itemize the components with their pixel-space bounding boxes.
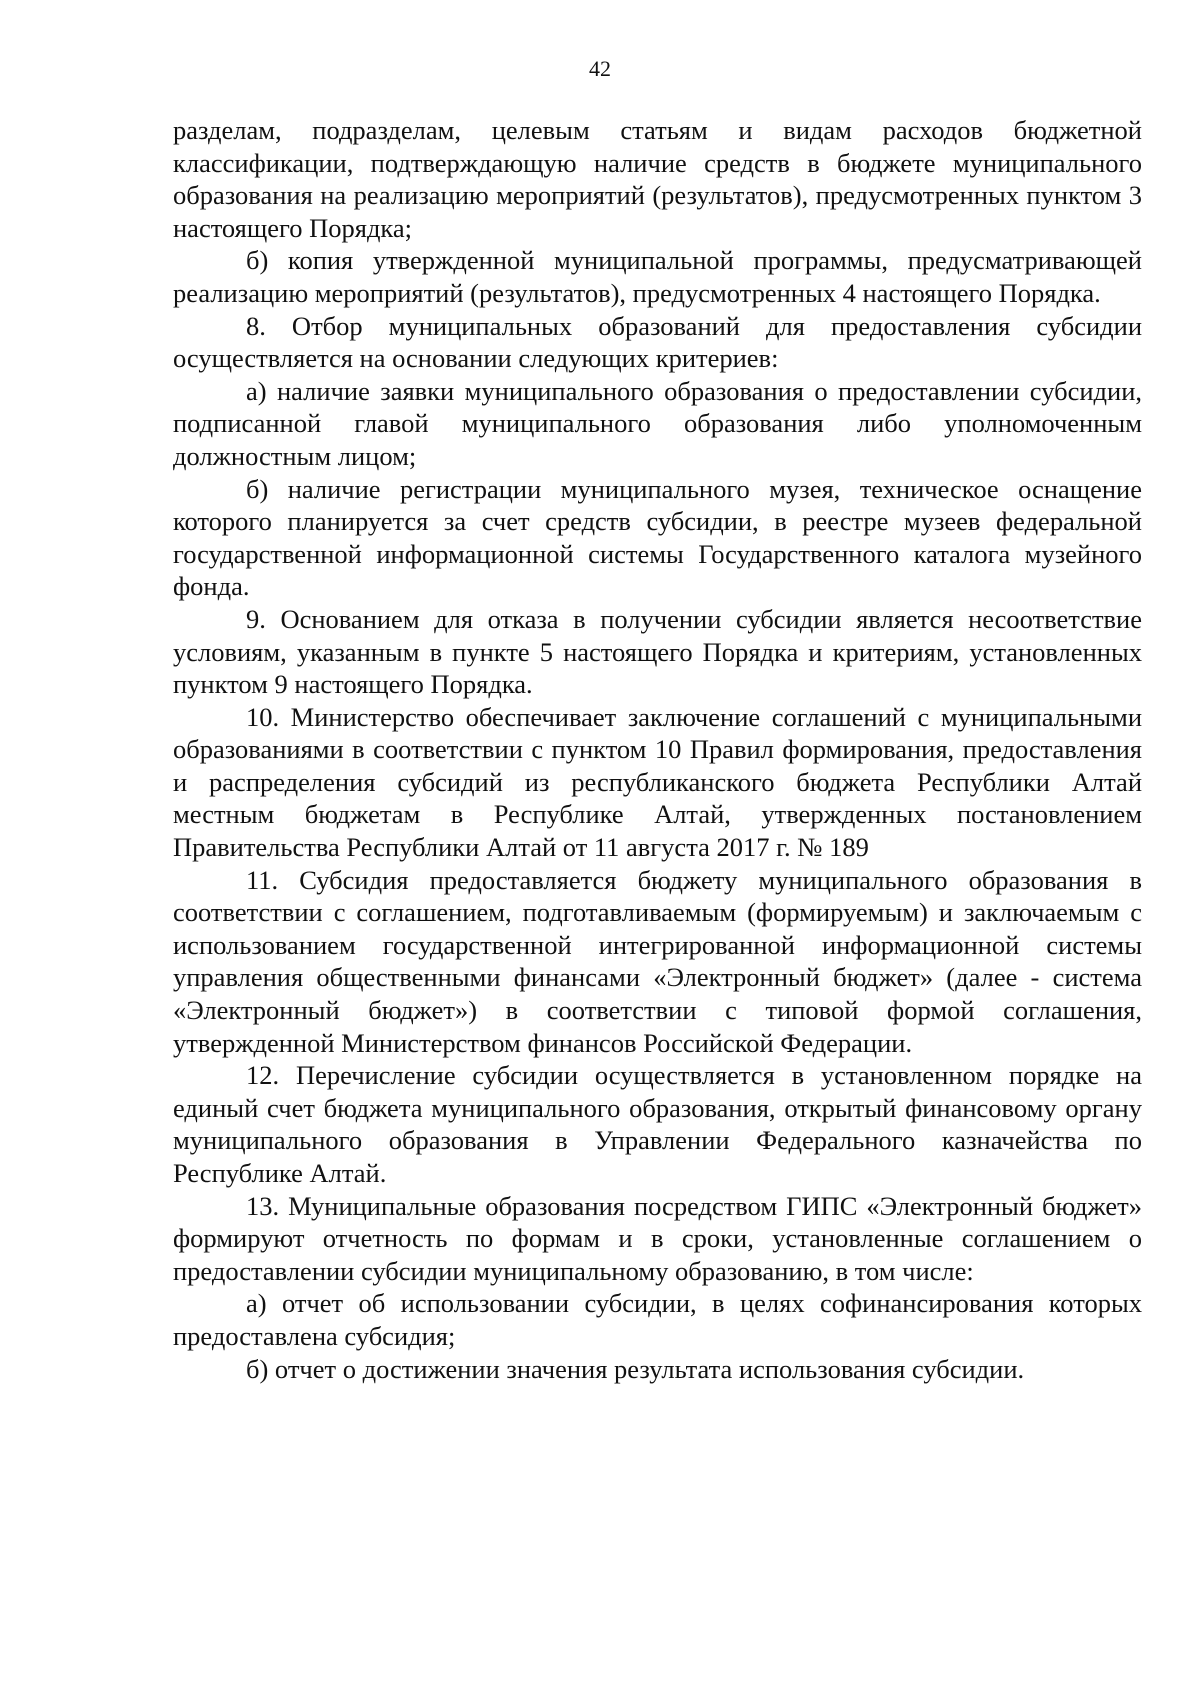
paragraph-12-transfer: 12. Перечисление субсидии осуществляется в установленном порядке на единый счет бюджета муниципального образования, открытый финансовому органу муниципального образования в Управлении Федерального казначейства по Республике Алтай.	[173, 1060, 1142, 1188]
paragraph-13-reporting: 13. Муниципальные образования посредством ГИПС «Электронный бюджет» формируют отчетность по формам и в сроки, установленные соглашением о предоставлении субсидии муниципальному образованию, в том числе:	[173, 1190, 1142, 1286]
paragraph-13b-result-report: б) отчет о достижении значения результата использования субсидии.	[246, 1353, 1025, 1384]
page-number: 42	[589, 56, 611, 81]
paragraph-10-agreements: 10. Министерство обеспечивает заключение соглашений с муниципальными образованиями в соответствии с пунктом 10 Правил формирования, предоставления и распределения субсидий из республиканского бюджета Республики Алтай местным бюджетам в Республике Алтай, утвержденных постановлением Правительства Республики Алтай от 11 августа 2017 г. № 189	[173, 701, 1142, 863]
paragraph-8-selection: 8. Отбор муниципальных образований для предоставления субсидии осуществляется на основании следующих критериев:	[173, 310, 1142, 374]
paragraph-9-refusal: 9. Основанием для отказа в получении субсидии является несоответствие условиям, указанным в пункте 5 настоящего Порядка и критериям, установленных пунктом 9 настоящего Порядка.	[173, 603, 1142, 700]
paragraph-8b-museum-registration: б) наличие регистрации муниципального музея, техническое оснащение которого планируется за счет средств субсидии, в реестре музеев федеральной государственной информационной системы Государственного каталога музейного фонда.	[173, 473, 1142, 602]
paragraph-continuation: разделам, подразделам, целевым статьям и видам расходов бюджетной классификации, подтверждающую наличие средств в бюджете муниципального образования на реализацию мероприятий (результатов), предусмотренных пунктом 3 настоящего Порядка;	[173, 115, 1142, 243]
document-body	[173, 114, 1142, 1385]
paragraph-11-subsidy-provision: 11. Субсидия предоставляется бюджету муниципального образования в соответствии с соглашением, подготавливаемым (формируемым) и заключаемым с использованием государственной интегрированной информационной системы управления общественными финансами «Электронный бюджет» (далее - система «Электронный бюджет») в соответствии с типовой формой соглашения, утвержденной Министерством финансов Российской Федерации.	[173, 864, 1142, 1058]
paragraph-7b-program-copy: б) копия утвержденной муниципальной программы, предусматривающей реализацию мероприятий (результатов), предусмотренных 4 настоящего Порядка.	[173, 245, 1142, 308]
paragraph-8a-application: а) наличие заявки муниципального образования о предоставлении субсидии, подписанной главой муниципального образования либо уполномоченным должностным лицом;	[173, 375, 1142, 471]
paragraph-13a-usage-report: а) отчет об использовании субсидии, в целях софинансирования которых предоставлена субсидия;	[173, 1288, 1142, 1351]
